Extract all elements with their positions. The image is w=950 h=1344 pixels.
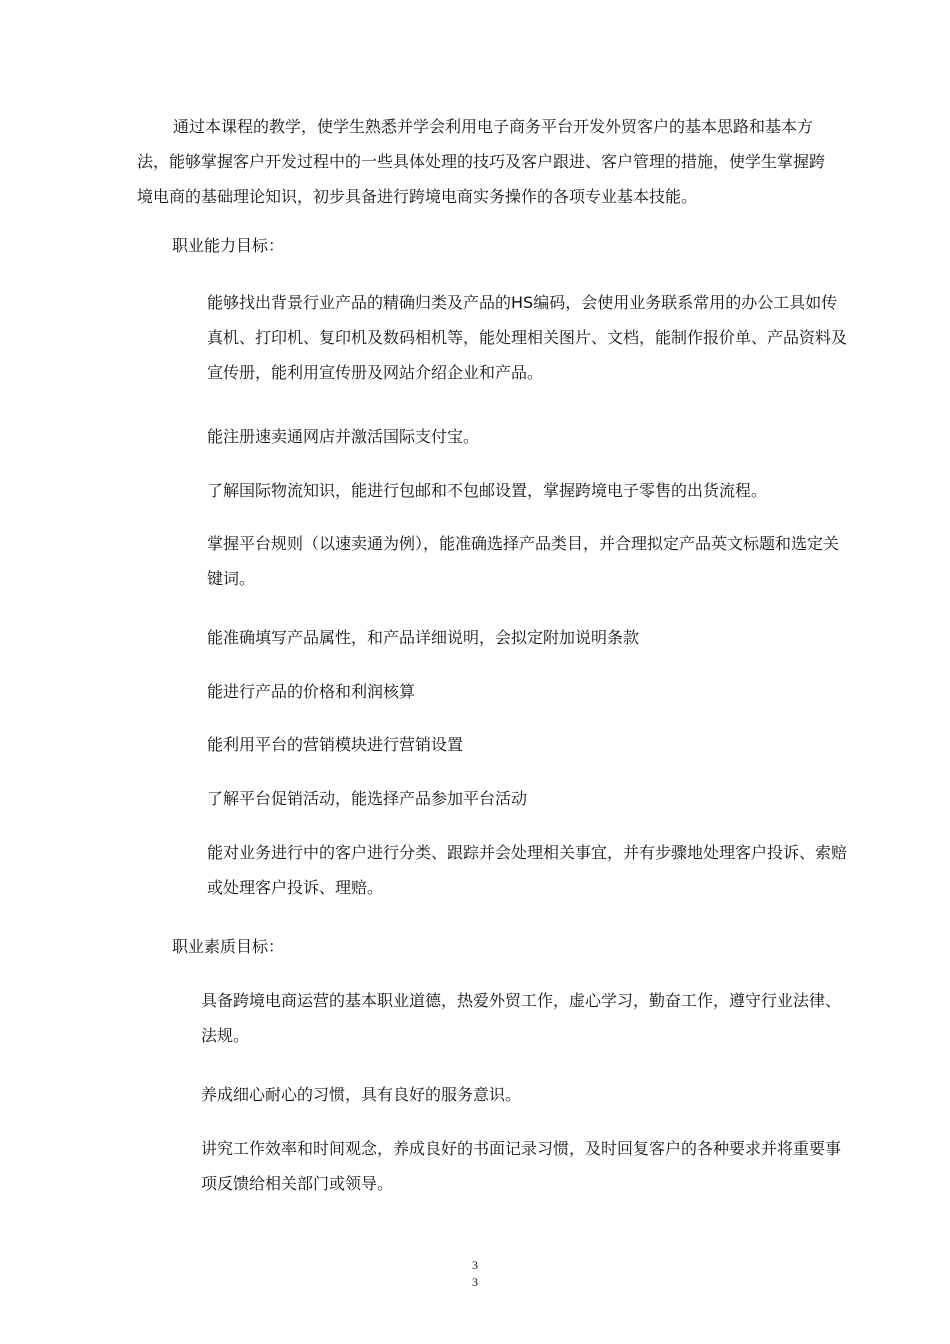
- intro-paragraph: 通过本课程的教学，使学生熟悉并学会利用电子商务平台开发外贸客户的基本思路和基本方法，能够掌握客户开发过程中的一些具体处理的技巧及客户跟进、客户管理的措施，使学生掌握跨境电商的基础理论知识，初步具备进行跨境电商实务操作的各项专业基本技能。: [137, 117, 826, 206]
- quality-item: 具备跨境电商运营的基本职业道德，热爱外贸工作，虚心学习，勤奋工作，遵守行业法律、法规。: [201, 991, 842, 1045]
- ability-item: 能进行产品的价格和利润核算: [207, 682, 416, 701]
- ability-item: 能注册速卖通网店并激活国际支付宝。: [207, 427, 480, 446]
- ability-heading: 职业能力目标：: [172, 236, 285, 255]
- ability-item: 能够找出背景行业产品的精确归类及产品的HS编码，会使用业务联系常用的办公工具如传真机、打印机、复印机及数码相机等，能处理相关图片、文档，能制作报价单、产品资料及宣传册，能利用宣传册及网站介绍企业和产品。: [207, 293, 848, 382]
- ability-item: 能对业务进行中的客户进行分类、跟踪并会处理相关事宜，并有步骤地处理客户投诉、索赔或处理客户投诉、理赔。: [207, 843, 848, 897]
- ability-item: 掌握平台规则（以速卖通为例），能准确选择产品类目，并合理拟定产品英文标题和选定关键词。: [207, 534, 840, 588]
- ability-item: 能准确填写产品属性，和产品详细说明，会拟定附加说明条款: [207, 628, 640, 647]
- page-number: 3: [472, 1258, 478, 1272]
- quality-item: 讲究工作效率和时间观念，养成良好的书面记录习惯，及时回复客户的各种要求并将重要事项反馈给相关部门或领导。: [201, 1139, 842, 1193]
- ability-item: 了解平台促销活动，能选择产品参加平台活动: [207, 789, 528, 808]
- quality-heading: 职业素质目标：: [172, 937, 285, 956]
- page-number-duplicate: 3: [472, 1275, 478, 1289]
- ability-item: 了解国际物流知识，能进行包邮和不包邮设置，掌握跨境电子零售的出货流程。: [207, 481, 768, 500]
- quality-item: 养成细心耐心的习惯，具有良好的服务意识。: [201, 1085, 522, 1104]
- ability-item: 能利用平台的营销模块进行营销设置: [207, 735, 464, 754]
